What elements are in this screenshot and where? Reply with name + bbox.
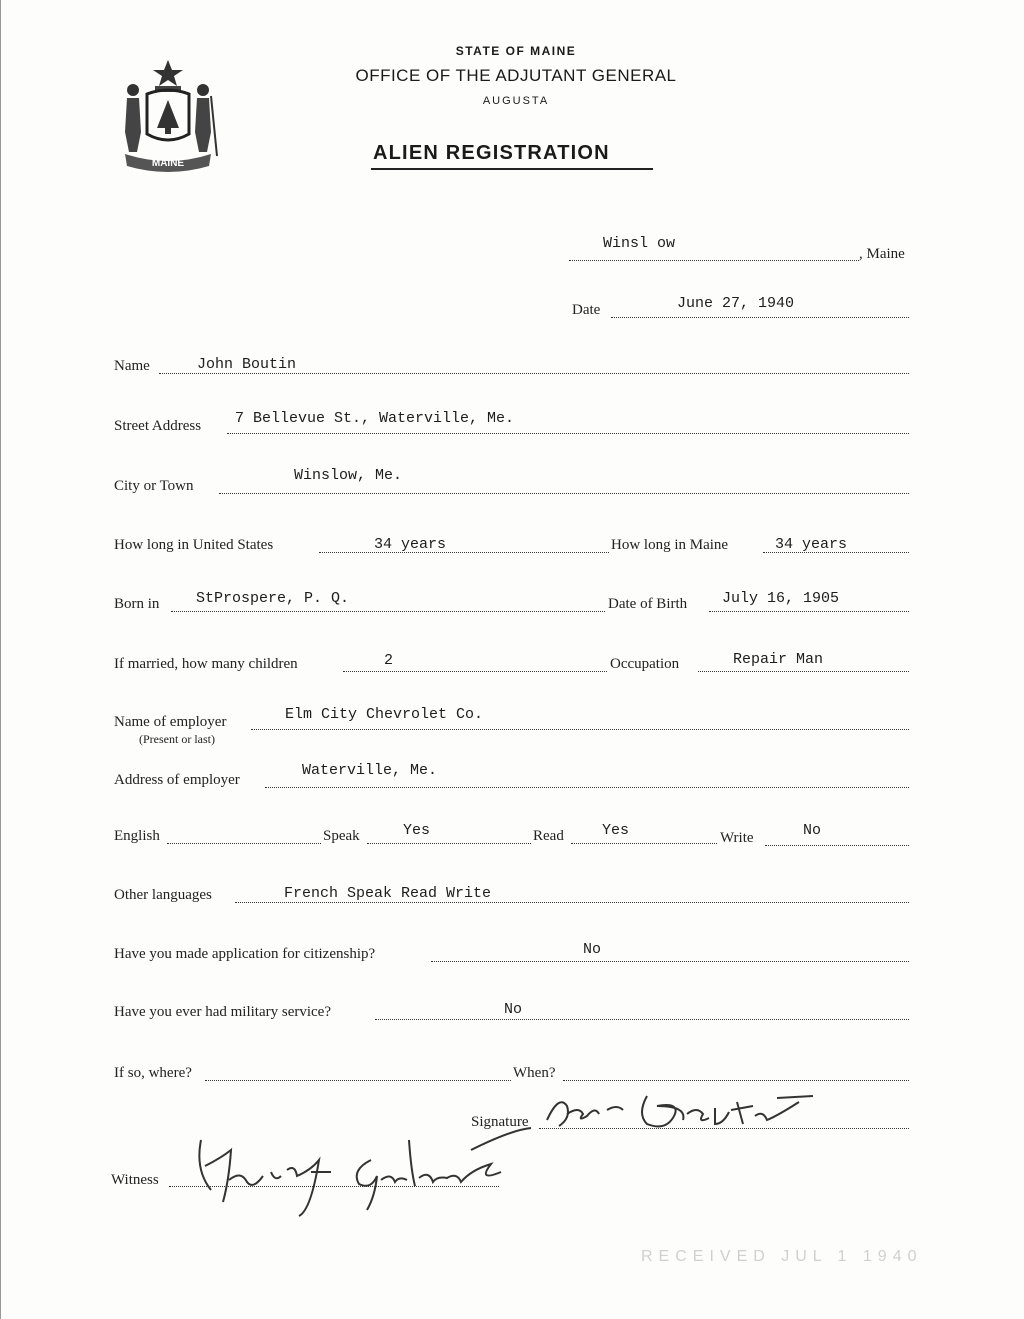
- witness-label: Witness: [111, 1172, 159, 1188]
- title-underline: [371, 168, 653, 170]
- how-long-maine-value: 34 years: [775, 536, 848, 553]
- where-label: If so, where?: [114, 1065, 192, 1081]
- citizenship-line: [431, 961, 909, 962]
- witness-handwriting: [171, 1120, 551, 1220]
- city-town-value: Winslow, Me.: [294, 467, 403, 484]
- occupation-value: Repair Man: [733, 651, 824, 668]
- children-line: [343, 671, 607, 672]
- how-long-us-line: [319, 552, 609, 553]
- dob-label: Date of Birth: [608, 596, 688, 612]
- occupation-label: Occupation: [610, 656, 680, 672]
- name-line: [159, 373, 909, 374]
- born-in-label: Born in: [114, 596, 160, 612]
- town-line: [569, 260, 859, 261]
- dob-value: July 16, 1905: [722, 590, 840, 607]
- born-in-line: [171, 611, 605, 612]
- citizenship-label: Have you made application for citizenship?: [114, 946, 376, 962]
- other-lang-line: [235, 902, 909, 903]
- signature-label: Signature: [471, 1114, 529, 1130]
- children-value: 2: [384, 652, 394, 669]
- employer-addr-value: Waterville, Me.: [302, 762, 438, 779]
- received-stamp: RECEIVED JUL 1 1940: [641, 1248, 923, 1265]
- name-label: Name: [114, 358, 150, 374]
- speak-line: [367, 843, 531, 844]
- city-town-line: [219, 493, 909, 494]
- write-line: [765, 845, 909, 846]
- street-line: [227, 433, 909, 434]
- when-label: When?: [513, 1065, 556, 1081]
- military-value: No: [504, 1001, 523, 1018]
- employer-value: Elm City Chevrolet Co.: [285, 706, 484, 723]
- maine-seal-icon: [113, 56, 223, 176]
- speak-label: Speak: [323, 828, 360, 844]
- state-heading: STATE OF MAINE: [455, 44, 577, 58]
- children-label: If married, how many children: [114, 656, 298, 672]
- employer-label: Name of employer: [114, 714, 227, 730]
- dob-line: [709, 611, 909, 612]
- born-in-value: StProspere, P. Q.: [196, 590, 350, 607]
- date-line: [611, 317, 909, 318]
- employer-sublabel: (Present or last): [139, 732, 215, 746]
- read-line: [571, 843, 717, 844]
- write-label: Write: [720, 830, 754, 846]
- how-long-maine-label: How long in Maine: [611, 537, 729, 553]
- speak-value: Yes: [403, 822, 431, 839]
- occupation-line: [698, 671, 909, 672]
- town-value: Winsl ow: [603, 235, 676, 252]
- english-label: English: [114, 828, 160, 844]
- city-heading: AUGUSTA: [482, 95, 550, 107]
- how-long-us-value: 34 years: [374, 536, 447, 553]
- read-label: Read: [533, 828, 564, 844]
- employer-line: [251, 729, 909, 730]
- english-line: [167, 843, 321, 844]
- employer-addr-line: [265, 787, 909, 788]
- where-line: [205, 1080, 511, 1081]
- office-heading: OFFICE OF THE ADJUTANT GENERAL: [355, 66, 677, 85]
- other-lang-label: Other languages: [114, 887, 212, 903]
- city-town-label: City or Town: [114, 478, 194, 494]
- seal-label: MAINE: [151, 158, 185, 169]
- how-long-us-label: How long in United States: [114, 537, 274, 553]
- employer-addr-label: Address of employer: [114, 772, 240, 788]
- read-value: Yes: [602, 822, 630, 839]
- military-label: Have you ever had military service?: [114, 1004, 331, 1020]
- maine-suffix: , Maine: [859, 246, 905, 262]
- write-value: No: [803, 822, 822, 839]
- date-label: Date: [572, 302, 601, 318]
- signature-handwriting: [537, 1080, 837, 1140]
- street-value: 7 Bellevue St., Waterville, Me.: [235, 410, 515, 427]
- name-value: John Boutin: [197, 356, 297, 373]
- date-value: June 27, 1940: [677, 295, 795, 312]
- form-title: ALIEN REGISTRATION: [373, 142, 610, 164]
- other-lang-value: French Speak Read Write: [284, 885, 492, 902]
- citizenship-value: No: [583, 941, 602, 958]
- street-label: Street Address: [114, 418, 202, 434]
- military-line: [375, 1019, 909, 1020]
- how-long-maine-line: [763, 552, 909, 553]
